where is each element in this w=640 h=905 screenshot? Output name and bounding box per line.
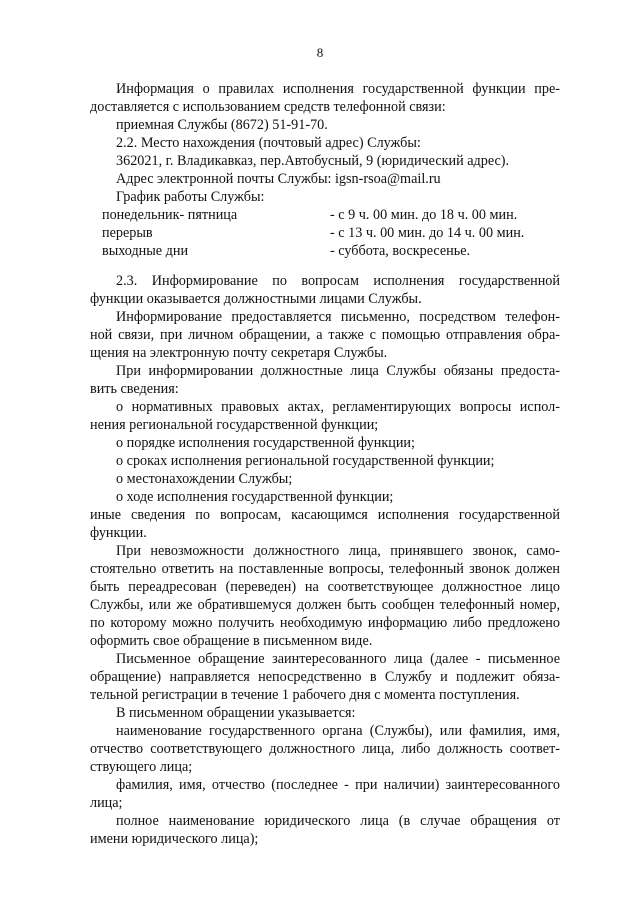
address-line: 362021, г. Владикавказ, пер.Автобусный, 9 (юридический адрес). bbox=[116, 153, 510, 169]
paragraph-line: доставляется с использованием средств телефонной связи: bbox=[90, 99, 446, 115]
paragraph-line: В письменном обращении указывается: bbox=[116, 705, 356, 721]
schedule-day: перерыв bbox=[102, 225, 153, 241]
paragraph-line: Информация о правилах исполнения государственной функции пре- bbox=[116, 81, 560, 97]
paragraph-line: ной связи, при личном обращении, а также с помощью отправления обра- bbox=[90, 327, 560, 343]
section-heading-2-3: 2.3. Информирование по вопросам исполнения государственной bbox=[116, 273, 560, 289]
schedule-day: выходные дни bbox=[102, 243, 189, 259]
list-item: полное наименование юридического лица (в случае обращения от bbox=[116, 813, 560, 829]
paragraph-line: функции оказывается должностными лицами Службы. bbox=[90, 291, 422, 307]
paragraph-line: щения на электронную почту секретаря Службы. bbox=[90, 345, 388, 361]
paragraph-line: нения региональной государственной функции; bbox=[90, 417, 379, 433]
schedule-time: - с 13 ч. 00 мин. до 14 ч. 00 мин. bbox=[330, 225, 525, 241]
paragraph-line: функции. bbox=[90, 525, 147, 541]
schedule-day: понедельник- пятница bbox=[102, 207, 238, 223]
paragraph-line: по которому можно получить необходимую информацию либо предложено bbox=[90, 615, 560, 631]
paragraph-line: отчество соответствующего должностного лица, либо должность соответ- bbox=[90, 741, 560, 757]
paragraph-line: стоятельно ответить на поставленные вопросы, телефонный звонок должен bbox=[90, 561, 560, 577]
paragraph-line: обращение) направляется непосредственно в Службу и подлежит обяза- bbox=[90, 669, 560, 685]
list-item: фамилия, имя, отчество (последнее - при наличии) заинтересованного bbox=[116, 777, 560, 793]
list-item: о нормативных правовых актах, регламентирующих вопросы испол- bbox=[116, 399, 560, 415]
paragraph-line: вить сведения: bbox=[90, 381, 179, 397]
paragraph-line: иные сведения по вопросам, касающимся исполнения государственной bbox=[90, 507, 560, 523]
list-item: о ходе исполнения государственной функции; bbox=[116, 489, 394, 505]
schedule-time: - с 9 ч. 00 мин. до 18 ч. 00 мин. bbox=[330, 207, 518, 223]
page-number: 8 bbox=[316, 45, 324, 60]
paragraph-line: При информировании должностные лица Службы обязаны предоста- bbox=[116, 363, 560, 379]
list-item: о местонахождении Службы; bbox=[116, 471, 293, 487]
paragraph-line: Письменное обращение заинтересованного лица (далее - письменное bbox=[116, 651, 560, 667]
phone-line: приемная Службы (8672) 51-91-70. bbox=[116, 117, 328, 133]
paragraph-line: быть переадресован (переведен) на соответствующее должностное лицо bbox=[90, 579, 560, 595]
paragraph-line: имени юридического лица); bbox=[90, 831, 259, 847]
paragraph-line: лица; bbox=[90, 795, 123, 811]
paragraph-line: ствующего лица; bbox=[90, 759, 193, 775]
paragraph-line: тельной регистрации в течение 1 рабочего дня с момента поступления. bbox=[90, 687, 520, 703]
list-item: наименование государственного органа (Службы), или фамилия, имя, bbox=[116, 723, 560, 739]
paragraph-line: Службы, или же обратившемуся должен быть сообщен телефонный номер, bbox=[90, 597, 560, 613]
schedule-time: - суббота, воскресенье. bbox=[330, 243, 471, 259]
document-body bbox=[90, 80, 560, 848]
paragraph-line: При невозможности должностного лица, принявшего звонок, само- bbox=[116, 543, 560, 559]
email-line: Адрес электронной почты Службы: igsn-rsoa@mail.ru bbox=[116, 171, 441, 187]
list-item: о сроках исполнения региональной государственной функции; bbox=[116, 453, 495, 469]
paragraph-line: оформить свое обращение в письменном виде. bbox=[90, 633, 373, 649]
schedule-row bbox=[90, 206, 560, 224]
schedule-row bbox=[90, 242, 560, 260]
schedule-heading: График работы Службы: bbox=[116, 189, 265, 205]
schedule-row bbox=[90, 224, 560, 242]
section-heading-2-2: 2.2. Место нахождения (почтовый адрес) Службы: bbox=[116, 135, 421, 151]
list-item: о порядке исполнения государственной функции; bbox=[116, 435, 415, 451]
paragraph-line: Информирование предоставляется письменно, посредством телефон- bbox=[116, 309, 560, 325]
